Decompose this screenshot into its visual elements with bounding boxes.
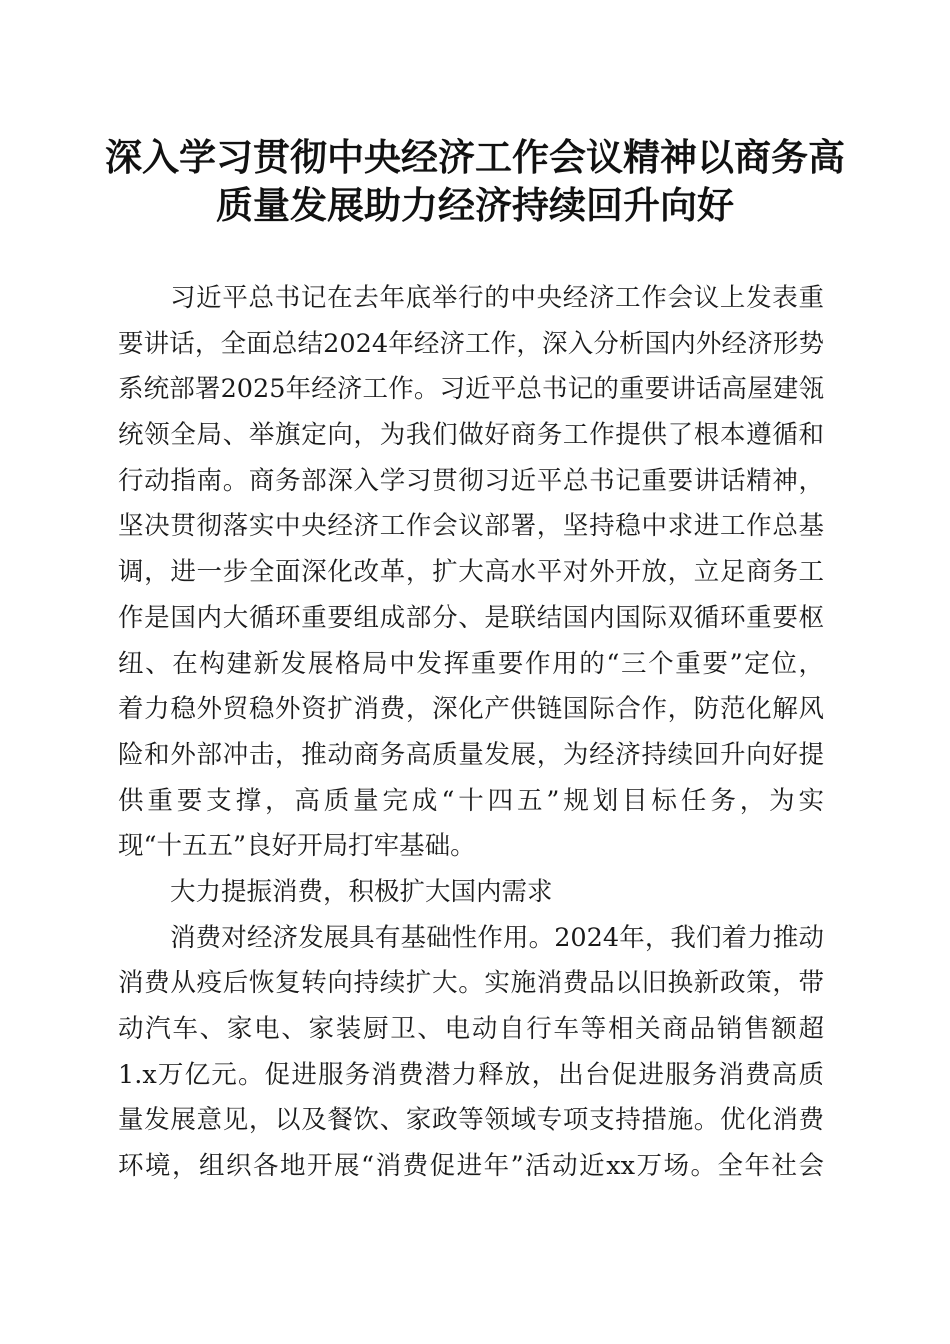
paragraph-line: 坚决贯彻落实中央经济工作会议部署，坚持稳中求进工作总基 <box>118 511 824 542</box>
paragraph-line: 险和外部冲击，推动商务高质量发展，为经济持续回升向好提 <box>118 739 824 770</box>
paragraph-line: 1.x万亿元。促进服务消费潜力释放，出台促进服务消费高质 <box>118 1059 824 1090</box>
document-body <box>118 276 824 1190</box>
title-line-1: 深入学习贯彻中央经济工作会议精神以商务高 <box>105 135 845 179</box>
paragraph-line: 纽、在构建新发展格局中发挥重要作用的“三个重要”定位， <box>118 648 824 679</box>
paragraph-line: 作是国内大循环重要组成部分、是联结国内国际双循环重要枢 <box>118 602 824 633</box>
paragraph-line: 供重要支撑，高质量完成“十四五”规划目标任务，为实 <box>118 785 824 816</box>
paragraph-line: 系统部署2025年经济工作。习近平总书记的重要讲话高屋建瓴 <box>118 374 824 405</box>
paragraph-line: 调，进一步全面深化改革，扩大高水平对外开放，立足商务工 <box>118 557 824 588</box>
paragraph-line: 习近平总书记在去年底举行的中央经济工作会议上发表重 <box>170 283 824 313</box>
paragraph-line: 动汽车、家电、家装厨卫、电动自行车等相关商品销售额超 <box>118 1014 824 1044</box>
paragraph-line: 环境，组织各地开展“消费促进年”活动近xx万场。全年社会 <box>118 1151 824 1182</box>
title-line-2: 质量发展助力经济持续回升向好 <box>216 183 734 227</box>
paragraph-line: 消费从疫后恢复转向持续扩大。实施消费品以旧换新政策，带 <box>118 968 824 999</box>
paragraph-consumption <box>118 916 824 1190</box>
paragraph-line: 量发展意见，以及餐饮、家政等领域专项支持措施。优化消费 <box>118 1105 824 1136</box>
section-heading: 大力提振消费，积极扩大国内需求 <box>170 876 553 907</box>
paragraph-line: 着力稳外贸稳外资扩消费，深化产供链国际合作，防范化解风 <box>118 694 824 725</box>
document-title <box>100 133 850 229</box>
paragraph-line: 统领全局、举旗定向，为我们做好商务工作提供了根本遵循和 <box>118 420 824 451</box>
paragraph-line: 消费对经济发展具有基础性作用。2024年，我们着力推动 <box>170 922 824 953</box>
paragraph-line: 行动指南。商务部深入学习贯彻习近平总书记重要讲话精神， <box>118 465 824 496</box>
paragraph-intro <box>118 276 824 870</box>
paragraph-line: 要讲话，全面总结2024年经济工作，深入分析国内外经济形势 <box>118 328 824 359</box>
paragraph-line: 现“十五五”良好开局打牢基础。 <box>118 831 476 862</box>
